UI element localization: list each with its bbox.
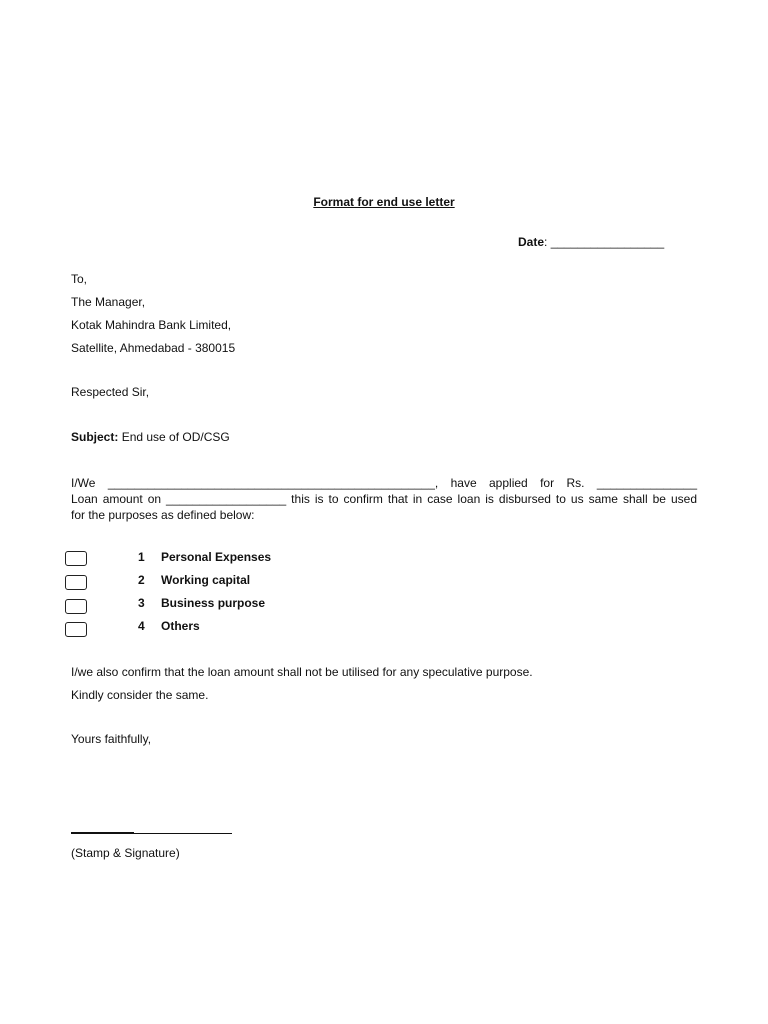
option-4-number: 4 xyxy=(138,619,145,633)
salutation: Respected Sir, xyxy=(71,385,150,399)
signature-line-accent xyxy=(71,832,134,834)
option-4-checkbox[interactable] xyxy=(65,622,87,637)
letter-title: Format for end use letter xyxy=(313,195,455,209)
option-1-checkbox[interactable] xyxy=(65,551,87,566)
option-1-label: Personal Expenses xyxy=(161,550,272,564)
address-to: To, xyxy=(71,272,88,286)
body-line-applicant[interactable]: I/We _________________________________________________, have applied for Rs. _______________ xyxy=(71,476,697,490)
body-line-loan[interactable]: Loan amount on __________________ this is to confirm that in case loan is disbursed to us same shall be used xyxy=(71,492,697,506)
date-label: Date xyxy=(518,235,545,249)
address-location: Satellite, Ahmedabad - 380015 xyxy=(71,341,236,355)
option-3-number: 3 xyxy=(138,596,145,610)
option-4-label: Others xyxy=(161,619,200,633)
option-2-label: Working capital xyxy=(161,573,251,587)
confirmation-text: I/we also confirm that the loan amount shall not be utilised for any speculative purpose. xyxy=(71,665,533,679)
date-line xyxy=(518,235,664,249)
closing-request: Kindly consider the same. xyxy=(71,688,209,702)
subject-line xyxy=(71,430,230,444)
option-3-checkbox[interactable] xyxy=(65,599,87,614)
date-blank[interactable]: _________________ xyxy=(550,235,665,249)
address-recipient: The Manager, xyxy=(71,295,146,309)
sign-off: Yours faithfully, xyxy=(71,732,152,746)
option-3-label: Business purpose xyxy=(161,596,266,610)
subject-label: Subject: xyxy=(71,430,119,444)
subject-text: End use of OD/CSG xyxy=(121,430,230,444)
date-separator: : xyxy=(544,235,548,249)
signature-caption: (Stamp & Signature) xyxy=(71,846,180,860)
option-2-checkbox[interactable] xyxy=(65,575,87,590)
option-2-number: 2 xyxy=(138,573,145,587)
address-bank: Kotak Mahindra Bank Limited, xyxy=(71,318,232,332)
body-paragraph xyxy=(71,475,697,523)
option-1-number: 1 xyxy=(138,550,145,564)
body-line-purpose: for the purposes as defined below: xyxy=(71,508,255,522)
